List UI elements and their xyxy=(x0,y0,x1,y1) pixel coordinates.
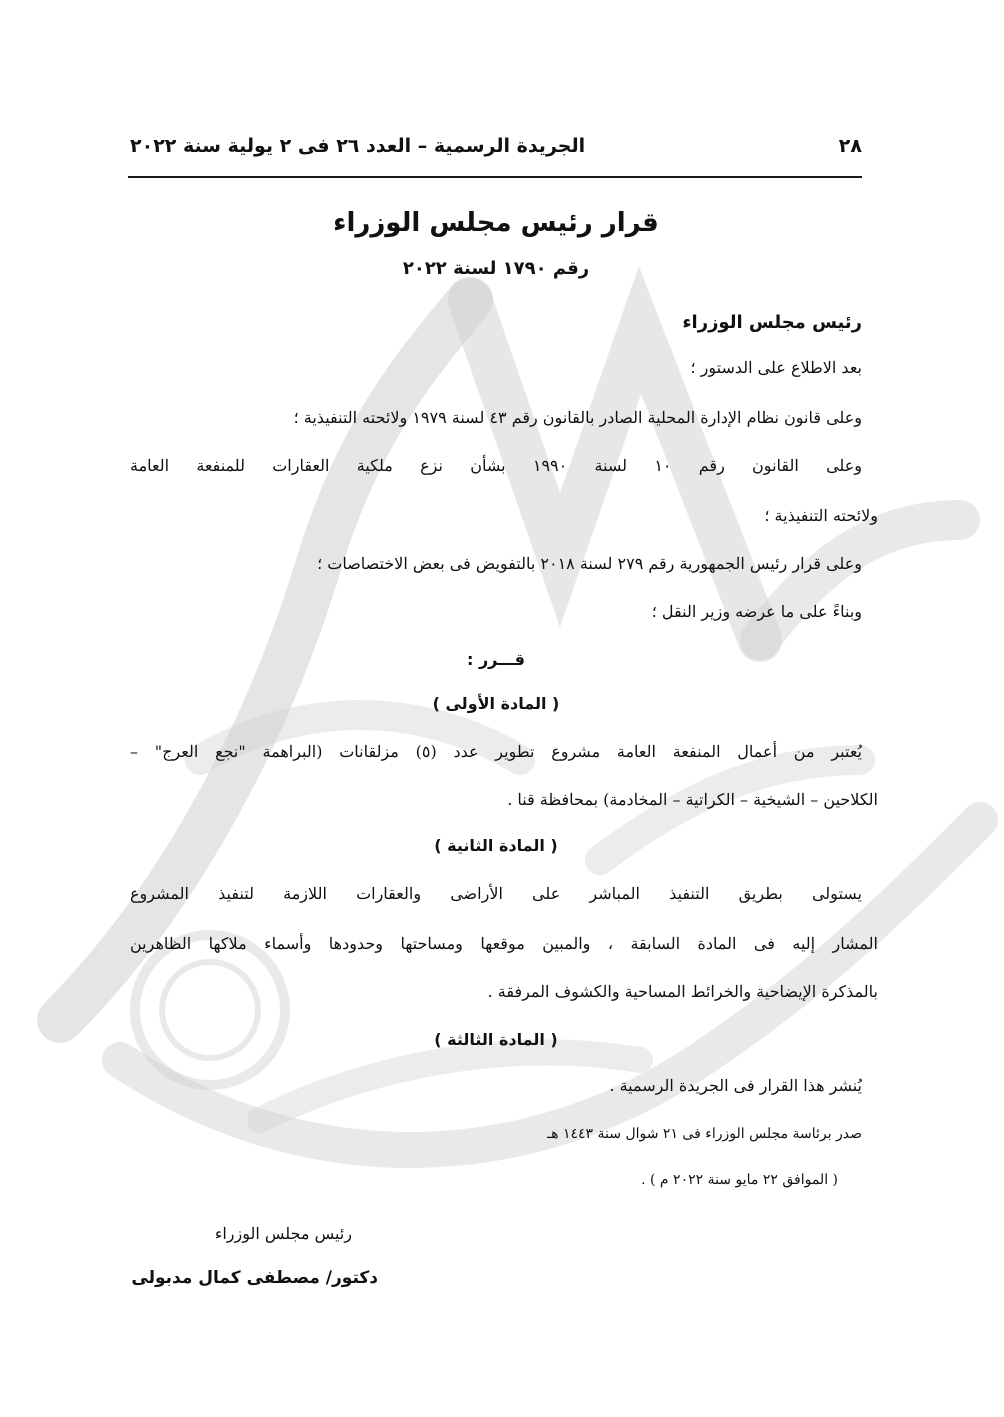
signatory-name: دكتور/ مصطفى كمال مدبولى xyxy=(131,1268,378,1288)
decree-number: رقم ١٧٩٠ لسنة ٢٠٢٢ xyxy=(402,258,590,279)
header-divider xyxy=(128,176,862,178)
recital-line: ولائحته التنفيذية ؛ xyxy=(764,506,878,525)
recital-line: وعلى القانون رقم ١٠ لسنة ١٩٩٠ بشأن نزع ملكية العقارات للمنفعة العامة xyxy=(130,456,862,475)
issued-date-gregorian: ( الموافق ٢٢ مايو سنة ٢٠٢٢ م ) . xyxy=(641,1172,838,1188)
article-heading: ( المادة الثانية ) xyxy=(434,836,558,855)
decided-heading: قـــرر : xyxy=(466,650,525,669)
decree-title: قرار رئيس مجلس الوزراء xyxy=(333,208,659,238)
recital-line: بعد الاطلاع على الدستور ؛ xyxy=(690,358,862,377)
gazette-issue-line: الجريدة الرسمية – العدد ٢٦ فى ٢ يولية سنة ٢٠٢٢ xyxy=(130,135,586,157)
article-heading: ( المادة الثالثة ) xyxy=(434,1030,558,1049)
page-header xyxy=(130,128,862,164)
signatory-title: رئيس مجلس الوزراء xyxy=(214,1224,352,1243)
recital-line: وبناءً على ما عرضه وزير النقل ؛ xyxy=(651,602,862,621)
issuer-heading: رئيس مجلس الوزراء xyxy=(682,312,862,333)
article-text-line: يُنشر هذا القرار فى الجريدة الرسمية . xyxy=(609,1076,862,1095)
article-text-line: بالمذكرة الإيضاحية والخرائط المساحية والكشوف المرفقة . xyxy=(487,982,878,1001)
issued-date-hijri: صدر برئاسة مجلس الوزراء فى ٢١ شوال سنة ١٤٤٣ هـ xyxy=(547,1126,862,1142)
article-text-line: يُعتبر من أعمال المنفعة العامة مشروع تطوير عدد (٥) مزلقانات (البراهمة "نجع العرج" – xyxy=(130,742,862,761)
article-text-line: الكلاحين – الشيخية – الكراتية – المخادمة) بمحافظة قنا . xyxy=(507,790,878,809)
article-text-line: المشار إليه فى المادة السابقة ، والمبين موقعها ومساحتها وحدودها وأسماء ملاكها الظاهرين xyxy=(130,934,878,953)
article-heading: ( المادة الأولى ) xyxy=(432,694,560,713)
recital-line: وعلى قرار رئيس الجمهورية رقم ٢٧٩ لسنة ٢٠١٨ بالتفويض فى بعض الاختصاصات ؛ xyxy=(317,554,862,573)
page-number: ٢٨ xyxy=(838,135,862,157)
recital-line: وعلى قانون نظام الإدارة المحلية الصادر بالقانون رقم ٤٣ لسنة ١٩٧٩ ولائحته التنفيذية ؛ xyxy=(293,408,862,427)
article-text-line: يستولى بطريق التنفيذ المباشر على الأراضى والعقارات اللازمة لتنفيذ المشروع xyxy=(130,884,862,903)
